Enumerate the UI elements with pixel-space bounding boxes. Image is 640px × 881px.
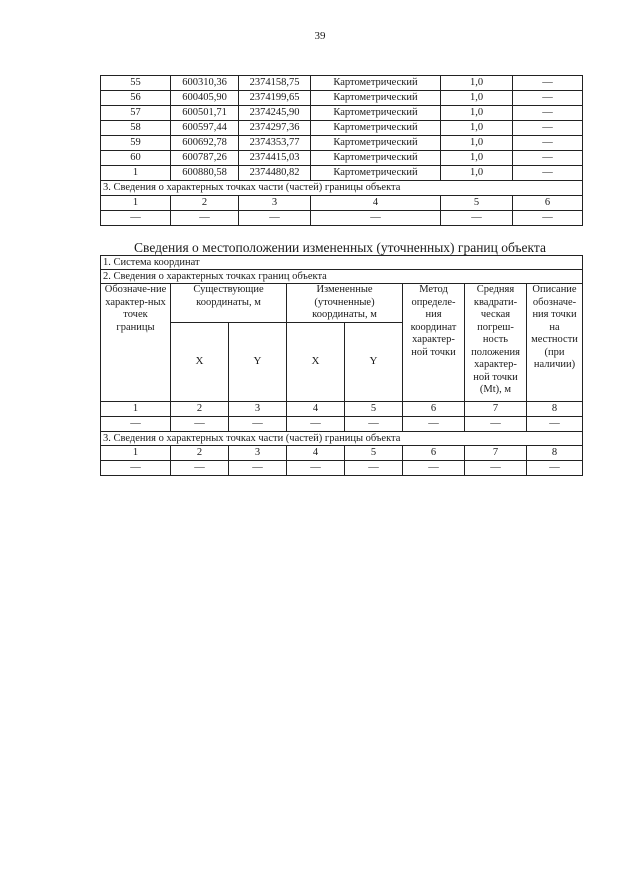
table-cell: —	[101, 416, 171, 431]
table-cell: 2374353,77	[239, 136, 311, 151]
column-number: 6	[403, 445, 465, 460]
table-cell: 57	[101, 106, 171, 121]
table-cell: 1,0	[441, 106, 513, 121]
table-cell: 2374297,36	[239, 121, 311, 136]
column-number-row	[101, 196, 583, 211]
table-cell: —	[403, 460, 465, 475]
table-cell: 600787,26	[171, 151, 239, 166]
table-cell: —	[513, 211, 583, 226]
page-number: 39	[314, 30, 326, 42]
table-row	[101, 166, 583, 181]
column-number: 1	[101, 196, 171, 211]
column-number: 4	[311, 196, 441, 211]
table-cell: 600880,58	[171, 166, 239, 181]
table-cell: 1,0	[441, 166, 513, 181]
column-number: 1	[101, 445, 171, 460]
column-number: 2	[171, 401, 229, 416]
table-row	[101, 91, 583, 106]
table-cell: —	[465, 460, 527, 475]
header-existing-x: X	[171, 322, 229, 401]
table-cell: —	[229, 416, 287, 431]
section-3-title: 3. Сведения о характерных точках части (частей) границы объекта	[101, 181, 583, 196]
table-cell: —	[513, 136, 583, 151]
column-number: 3	[229, 445, 287, 460]
table-cell: 2374199,65	[239, 91, 311, 106]
table-cell: —	[287, 416, 345, 431]
coordinates-table	[100, 75, 583, 226]
table-cell: Картометрический	[311, 76, 441, 91]
table-cell: —	[311, 211, 441, 226]
table-cell: 1,0	[441, 91, 513, 106]
column-number: 6	[513, 196, 583, 211]
table-cell: 600501,71	[171, 106, 239, 121]
table-cell: —	[101, 211, 171, 226]
table-cell: 2374158,75	[239, 76, 311, 91]
header-changed-coords: Измененные (уточненные) координаты, м	[287, 284, 403, 323]
table-cell: —	[513, 151, 583, 166]
header-accuracy: Средняя квадрати-ческая погреш-ность положения характер-ной точки (Mt), м	[465, 284, 527, 402]
table-cell: Картометрический	[311, 166, 441, 181]
table-cell: —	[513, 166, 583, 181]
column-number-row	[101, 445, 583, 460]
table-cell: —	[101, 460, 171, 475]
table-cell: —	[171, 211, 239, 226]
table-cell: —	[171, 416, 229, 431]
column-number: 5	[441, 196, 513, 211]
table-row	[101, 416, 583, 431]
table-row	[101, 151, 583, 166]
column-number: 6	[403, 401, 465, 416]
column-number: 2	[171, 196, 239, 211]
header-existing-y: Y	[229, 322, 287, 401]
table-row	[101, 106, 583, 121]
table-cell: —	[403, 416, 465, 431]
section-title: Сведения о местоположении измененных (уточненных) границ объекта	[134, 240, 546, 255]
column-number: 8	[527, 401, 583, 416]
table-cell: Картометрический	[311, 121, 441, 136]
column-number: 4	[287, 401, 345, 416]
header-changed-y: Y	[345, 322, 403, 401]
table-cell: 600405,90	[171, 91, 239, 106]
column-number: 4	[287, 445, 345, 460]
table-cell: 2374415,03	[239, 151, 311, 166]
table-cell: —	[527, 460, 583, 475]
table-cell: 55	[101, 76, 171, 91]
section-1-title: 1. Система координат	[101, 256, 583, 270]
column-number: 7	[465, 445, 527, 460]
table-cell: 600597,44	[171, 121, 239, 136]
table-cell: Картометрический	[311, 91, 441, 106]
header-designation: Обозначе-ние характер-ных точек границы	[101, 284, 171, 402]
column-number: 2	[171, 445, 229, 460]
table-cell: 2374480,82	[239, 166, 311, 181]
table-row	[101, 136, 583, 151]
table-row	[101, 460, 583, 475]
table-cell: 59	[101, 136, 171, 151]
table-cell: 2374245,90	[239, 106, 311, 121]
column-number-row	[101, 401, 583, 416]
table-cell: Картометрический	[311, 151, 441, 166]
table-cell: 600692,78	[171, 136, 239, 151]
column-number: 1	[101, 401, 171, 416]
table-row	[101, 121, 583, 136]
table-row	[101, 211, 583, 226]
table-cell: —	[513, 121, 583, 136]
table-cell: —	[465, 416, 527, 431]
table-cell: —	[513, 91, 583, 106]
changed-boundaries-table	[100, 255, 583, 476]
table-cell: Картометрический	[311, 136, 441, 151]
table-cell: —	[527, 416, 583, 431]
column-number: 5	[345, 445, 403, 460]
table-cell: —	[229, 460, 287, 475]
table-cell: —	[345, 416, 403, 431]
table-cell: 1,0	[441, 76, 513, 91]
header-changed-x: X	[287, 322, 345, 401]
column-number: 7	[465, 401, 527, 416]
table-cell: —	[287, 460, 345, 475]
table-cell: —	[345, 460, 403, 475]
table-cell: 60	[101, 151, 171, 166]
table-cell: 58	[101, 121, 171, 136]
section-3-title-row	[101, 181, 583, 196]
column-number: 3	[239, 196, 311, 211]
table-row	[101, 76, 583, 91]
table-cell: —	[513, 76, 583, 91]
table-cell: —	[441, 211, 513, 226]
table-cell: 1,0	[441, 136, 513, 151]
table-cell: 1	[101, 166, 171, 181]
header-description: Описание обозначе-ния точки на местности (при наличии)	[527, 284, 583, 402]
header-method: Метод определе-ния координат характер-ной точки	[403, 284, 465, 402]
section-3-title: 3. Сведения о характерных точках части (частей) границы объекта	[101, 431, 583, 445]
table-cell: 1,0	[441, 151, 513, 166]
table-cell: 600310,36	[171, 76, 239, 91]
column-number: 8	[527, 445, 583, 460]
column-number: 3	[229, 401, 287, 416]
table-cell: 56	[101, 91, 171, 106]
table-cell: —	[171, 460, 229, 475]
table-cell: —	[513, 106, 583, 121]
table-cell: Картометрический	[311, 106, 441, 121]
section-2-title: 2. Сведения о характерных точках границ объекта	[101, 270, 583, 284]
header-existing-coords: Существующие координаты, м	[171, 284, 287, 323]
table-cell: 1,0	[441, 121, 513, 136]
column-number: 5	[345, 401, 403, 416]
table-cell: —	[239, 211, 311, 226]
